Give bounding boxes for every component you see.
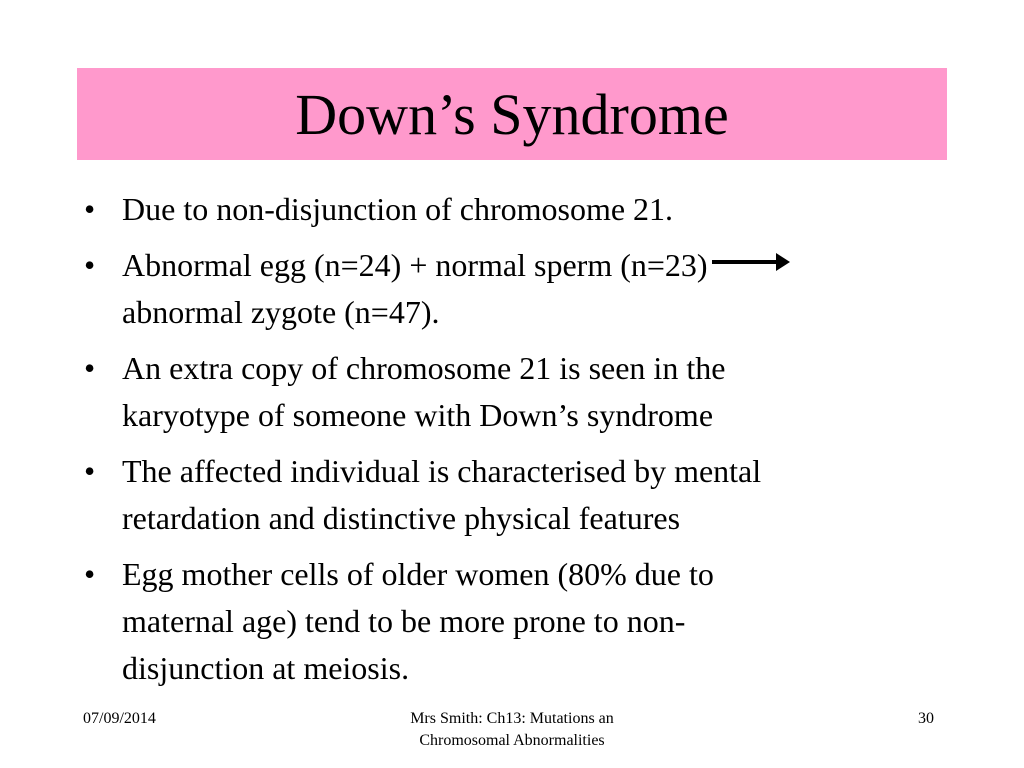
bullet-line-with-arrow: [122, 242, 934, 289]
bullet-line: abnormal zygote (n=47).: [122, 294, 440, 330]
bullet-marker: •: [84, 453, 96, 489]
slide-title: Down’s Syndrome: [295, 82, 729, 147]
bullet-item: [0, 186, 1024, 233]
bullet-item: [0, 242, 1024, 336]
footer-caption: [362, 708, 662, 752]
footer-caption-line: Mrs Smith: Ch13: Mutations an: [410, 710, 614, 727]
bullet-list: [0, 186, 1024, 701]
bullet-marker: •: [84, 247, 96, 283]
bullet-line: retardation and distinctive physical features: [122, 500, 681, 536]
bullet-line: karyotype of someone with Down’s syndrome: [122, 397, 714, 433]
bullet-line: The affected individual is characterised by mental: [122, 453, 762, 489]
page-number: 30: [918, 710, 934, 727]
bullet-line: Due to non-disjunction of chromosome 21.: [122, 191, 674, 227]
bullet-line: Abnormal egg (n=24) + normal sperm (n=23): [122, 247, 708, 283]
bullet-item: [0, 551, 1024, 692]
bullet-line: disjunction at meiosis.: [122, 650, 410, 686]
bullet-item: [0, 345, 1024, 439]
bullet-line: maternal age) tend to be more prone to non-: [122, 603, 686, 639]
footer-caption-line: Chromosomal Abnormalities: [419, 732, 605, 749]
bullet-marker: •: [84, 191, 96, 227]
bullet-item: [0, 448, 1024, 542]
footer-date: 07/09/2014: [83, 710, 156, 727]
bullet-marker: •: [84, 350, 96, 386]
bullet-marker: •: [84, 556, 96, 592]
bullet-line: Egg mother cells of older women (80% due to: [122, 556, 714, 592]
bullet-line: An extra copy of chromosome 21 is seen in the: [122, 350, 726, 386]
title-bar: [77, 68, 947, 160]
right-arrow-icon: [712, 250, 792, 274]
